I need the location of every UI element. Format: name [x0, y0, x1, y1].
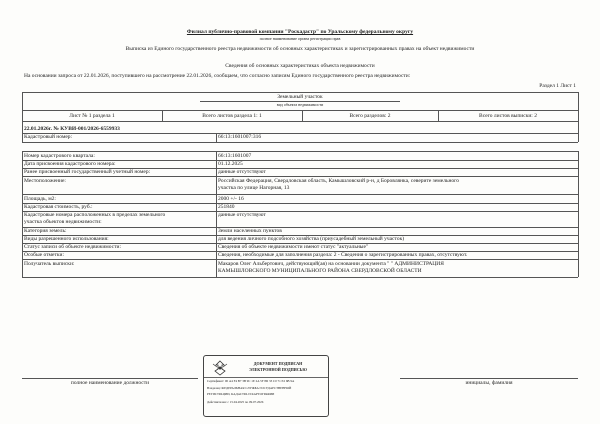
- sections-total: Всего разделов: 2: [349, 113, 391, 119]
- stamp-certificate: Сертификат: 00 A4 F4 B7 3B 9C 1E 2A 5F 8D 33 C0 71 E2 6B 9A: [207, 379, 295, 383]
- rule: [204, 377, 328, 378]
- sheet-number: Лист № 1 раздела 1: [69, 113, 115, 119]
- rule: [162, 110, 163, 121]
- rule: [22, 378, 198, 379]
- field-value-location-line2: участка по улице Нагорная, 13: [218, 185, 290, 191]
- field-value-contained-objects: данные отсутствуют: [218, 212, 266, 218]
- field-label-recipient: Получатель выписки:: [24, 261, 75, 267]
- cadnum-label: Кадастровый номер:: [24, 134, 73, 140]
- field-label-special-notes: Особые отметки:: [24, 252, 65, 258]
- field-label-land-category: Категория земель:: [24, 228, 67, 234]
- object-type: Земельный участок: [277, 94, 323, 100]
- extract-sheets-total: Всего листов выписки: 2: [479, 113, 537, 119]
- rule: [578, 151, 579, 277]
- rule: [22, 133, 578, 134]
- rule: [22, 92, 578, 93]
- field-label-contained-objects: Кадастровые номера расположенных в пределах земельного: [24, 212, 166, 218]
- document-number: 22.01.2026г. № КУВИ-001/2026-6559933: [24, 126, 120, 132]
- rule: [22, 259, 578, 260]
- position-caption: полное наименование должности: [70, 380, 150, 386]
- rule: [216, 133, 217, 142]
- rule: [22, 142, 578, 143]
- field-value-record-status: Сведения об объекте недвижимости имеют статус "актуальные": [218, 244, 369, 250]
- org-subtitle: полное наименование органа регистрации прав: [259, 36, 341, 41]
- section-title: Сведения об основных характеристиках объекта недвижимости: [225, 63, 375, 69]
- rule: [22, 121, 578, 122]
- stamp-title: ДОКУМЕНТ ПОДПИСАН: [253, 361, 303, 366]
- field-value-assign-date: 01.12.2025: [218, 161, 243, 167]
- field-value-old-number: данные отсутствуют: [218, 169, 266, 175]
- field-label-area: Площадь, м2:: [24, 196, 56, 202]
- field-label-contained-objects-line2: участка объектов недвижимости:: [24, 219, 102, 225]
- rule: [578, 92, 579, 142]
- rule: [400, 378, 578, 379]
- field-label-cost: Кадастровая стоимость, руб.:: [24, 204, 93, 210]
- field-label-record-status: Статус записи об объекте недвижимости:: [24, 244, 121, 250]
- field-value-location: Российская Федерация, Свердловская область, Камышловский р-н, д Боровлянка, северите земельного: [218, 178, 460, 184]
- field-label-location: Местоположение:: [24, 178, 66, 184]
- rule: [22, 227, 578, 228]
- field-value-usage: для ведения личного подсобного хозяйства (приусадебный земельный участок): [218, 236, 405, 242]
- sheets-in-section: Всего листов раздела 1: 1: [202, 113, 262, 119]
- emblem-icon: [210, 359, 230, 377]
- stamp-validity: Действителен: с 15.04.2025 по 09.07.2026: [207, 400, 264, 404]
- rule: [302, 110, 303, 121]
- name-caption: инициалы, фамилия: [465, 380, 513, 386]
- field-value-area: 2000 +/- 16: [218, 196, 244, 202]
- rule: [216, 151, 217, 277]
- field-label-quarter: Номер кадастрового квартала:: [24, 153, 95, 159]
- intro-text: На основании запроса от 22.01.2026, поступившего на рассмотрение 22.01.2026, сообщаем, что согласно записям Единого государственного реестра недвижимости:: [24, 73, 411, 79]
- rule: [22, 203, 578, 204]
- field-value-recipient-line2: КАМЫШЛОВСКОГО МУНИЦИПАЛЬНОГО РАЙОНА СВЕРДЛОВСКОЙ ОБЛАСТИ: [218, 268, 422, 274]
- stamp-owner-line2: РЕГИСТРАЦИИ, КАДАСТРА И КАРТОГРАФИИ: [207, 392, 275, 396]
- rule: [22, 110, 578, 111]
- stamp-title-line2: ЭЛЕКТРОННОЙ ПОДПИСЬЮ: [249, 367, 307, 372]
- field-value-quarter: 66:13:1601007: [218, 153, 252, 159]
- rule: [22, 176, 578, 177]
- field-label-usage: Виды разрешенного использования:: [24, 236, 109, 242]
- object-type-caption: вид объекта недвижимости: [276, 102, 324, 107]
- field-value-land-category: Земли населенных пунктов: [218, 228, 282, 234]
- field-label-assign-date: Дата присвоения кадастрового номера:: [24, 161, 116, 167]
- rule: [438, 110, 439, 121]
- electronic-signature-stamp: [203, 355, 329, 417]
- rule: [22, 151, 578, 152]
- field-value-special-notes: Сведения, необходимые для заполнения раздела: 2 - Сведения о зарегистрированных правах, отсутствуют.: [218, 252, 468, 258]
- rule: [22, 151, 23, 277]
- rule: [22, 92, 23, 142]
- rule: [22, 194, 578, 195]
- rule: [22, 277, 578, 278]
- cadnum-value: 66:13:1601007:316: [218, 134, 262, 140]
- extract-title: Выписка из Единого государственного реестра недвижимости об основных характеристиках и зарегистрированных правах на объект недвижимости: [125, 46, 475, 52]
- field-label-old-number: Ранее присвоенный государственный учетный номер:: [24, 169, 151, 175]
- field-value-recipient: Макаров Олег Альбертович, действующий(ая) на основании документа " " АДМИНИСТРАЦИЯ: [218, 261, 444, 267]
- org-name: Филиал публично-правовой компании "Роскадастр" по Уральскому федеральному округу: [186, 29, 414, 35]
- stamp-owner: Владелец: ФЕДЕРАЛЬНАЯ СЛУЖБА ГОСУДАРСТВЕННОЙ: [207, 386, 292, 390]
- field-value-cost: 251840: [218, 204, 235, 210]
- section-page-label: Раздел 1 Лист 1: [539, 83, 576, 89]
